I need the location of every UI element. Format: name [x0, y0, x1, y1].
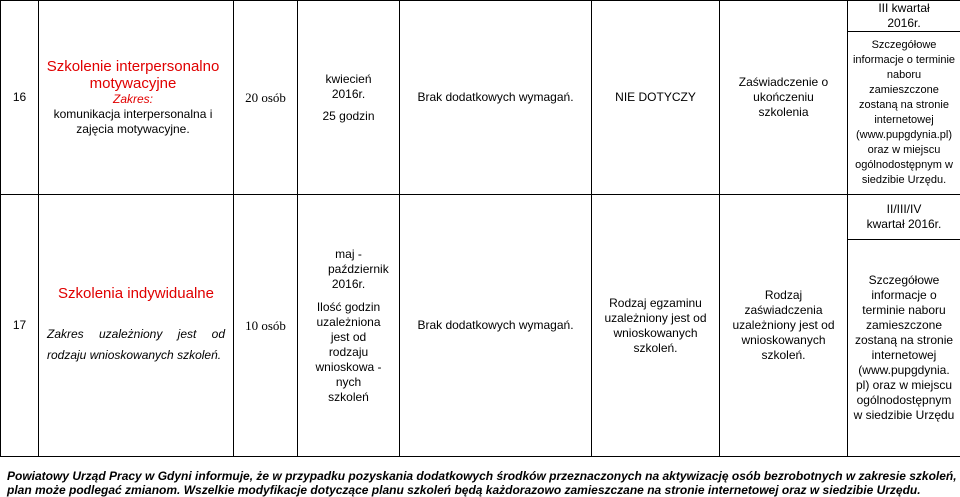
- table-row: [1, 1, 960, 32]
- scope-text: komunikacja interpersonalna i zajęcia motywacyjne.: [53, 107, 213, 136]
- certificate: Zaświadczenie o ukończeniu szkolenia: [720, 1, 848, 195]
- publication-info: Szczegółowe informacje o terminie naboru zamieszczone zostaną na stronie internetowej (www.pupgdynia.pl) oraz w miejscu ogólnodostępnym w siedzibie Urzędu.: [848, 32, 960, 195]
- hours: Ilość godzin uzależniona jest od rodzaju wnioskowa - nych szkoleń: [315, 299, 382, 404]
- scope-label: Zakres:: [112, 92, 153, 106]
- date-month: maj - październik: [328, 246, 389, 276]
- quarter: III kwartał 2016r.: [848, 1, 960, 32]
- participants: 10 osób: [234, 195, 298, 457]
- training-name: Szkolenia indywidualne: [58, 285, 214, 302]
- training-name: Szkolenie interpersonalno motywacyjne: [46, 58, 220, 92]
- hours: 25 godzin: [322, 108, 375, 123]
- footer-note: Powiatowy Urząd Pracy w Gdyni informuje, że w przypadku pozyskania dodatkowych środków przeznaczonych na aktywizację osób bezrobotnych w zakresie szkoleń, plan może podlegać zmianom. Wszelkie modyfikacje dotyczące planu szkoleń będą każdorazowo zamieszczane na stronie internetowej oraz w siedzibie Urzędu.: [7, 469, 957, 497]
- table-row: [1, 195, 960, 240]
- quarter: II/III/IV kwartał 2016r.: [848, 195, 960, 240]
- date-year: 2016r.: [331, 86, 366, 101]
- row-number: 16: [1, 1, 39, 195]
- requirements: Brak dodatkowych wymagań.: [400, 195, 592, 457]
- date-cell: [298, 1, 400, 195]
- certificate: Rodzaj zaświadczenia uzależniony jest od wnioskowanych szkoleń.: [720, 195, 848, 457]
- date-month: kwiecień: [325, 71, 372, 86]
- row-number: 17: [1, 195, 39, 457]
- date-year: 2016r.: [331, 276, 366, 291]
- scope-text: Zakres uzależniony jest od rodzaju wnioskowanych szkoleń.: [47, 327, 225, 362]
- participants: 20 osób: [234, 1, 298, 195]
- requirements: Brak dodatkowych wymagań.: [400, 1, 592, 195]
- exam: Rodzaj egzaminu uzależniony jest od wnioskowanych szkoleń.: [592, 195, 720, 457]
- training-cell: [39, 195, 234, 457]
- date-cell: [298, 195, 400, 457]
- exam: NIE DOTYCZY: [592, 1, 720, 195]
- training-cell: [39, 1, 234, 195]
- publication-info: Szczegółowe informacje o terminie naboru zamieszczone zostaną na stronie internetowej (www.pupgdynia. pl) oraz w miejscu ogólnodostępnym w siedzibie Urzędu: [848, 240, 960, 457]
